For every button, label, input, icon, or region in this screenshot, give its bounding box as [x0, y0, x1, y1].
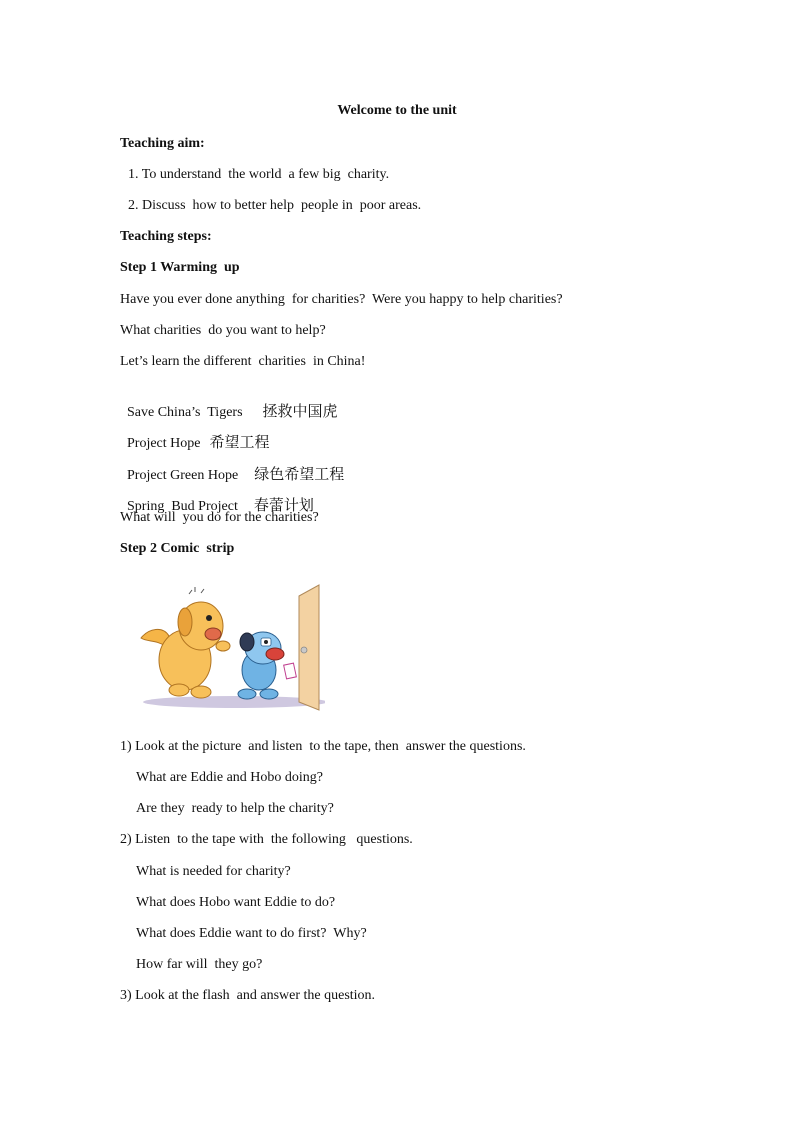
- step2-heading: Step 2 Comic strip: [120, 541, 235, 556]
- step2-q2: 2) Listen to the tape with the following questions.: [120, 832, 413, 847]
- project-en: Project Green Hope: [127, 468, 239, 483]
- step2-q2-sub-1: What is needed for charity?: [136, 864, 291, 879]
- step2-q2-sub-2: What does Hobo want Eddie to do?: [136, 895, 336, 910]
- page-title: Welcome to the unit: [337, 103, 457, 118]
- teaching-aim-heading: Teaching aim:: [120, 136, 205, 151]
- step2-q1-sub-1: What are Eddie and Hobo doing?: [136, 770, 323, 785]
- step1-line-3: Let’s learn the different charities in China!: [120, 354, 366, 369]
- step2-q3: 3) Look at the flash and answer the question.: [120, 988, 376, 1003]
- hobo-elephant-icon: [238, 632, 296, 699]
- project-cn: 春蕾计划: [253, 496, 314, 514]
- step2-q1-sub-2: Are they ready to help the charity?: [136, 801, 334, 816]
- aim-item-2: 2. Discuss how to better help people in poor areas.: [128, 198, 422, 213]
- step1-closing: What will you do for the charities?: [120, 510, 319, 525]
- ground-shadow: [143, 696, 325, 708]
- eddie-dog-icon: [141, 587, 230, 698]
- step2-q2-sub-4: How far will they go?: [136, 957, 263, 972]
- project-cn: 绿色希望工程: [254, 465, 345, 483]
- aim-item-1: 1. To understand the world a few big charity.: [128, 167, 390, 182]
- project-cn: 拯救中国虎: [262, 402, 338, 420]
- teaching-steps-heading: Teaching steps:: [120, 229, 212, 244]
- step1-heading: Step 1 Warming up: [120, 260, 240, 275]
- step1-line-2: What charities do you want to help?: [120, 323, 326, 338]
- comic-illustration: [135, 580, 325, 712]
- door-icon: [299, 585, 319, 710]
- step2-q2-sub-3: What does Eddie want to do first? Why?: [136, 926, 367, 941]
- step1-line-1: Have you ever done anything for charities? Were you happy to help charities?: [120, 292, 563, 307]
- project-cn: 希望工程: [209, 433, 270, 451]
- step2-q1: 1) Look at the picture and listen to the tape, then answer the questions.: [120, 739, 526, 754]
- project-en: Save China’s Tigers: [127, 405, 243, 420]
- project-en: Project Hope: [127, 436, 201, 451]
- project-en: Spring Bud Project: [127, 499, 238, 514]
